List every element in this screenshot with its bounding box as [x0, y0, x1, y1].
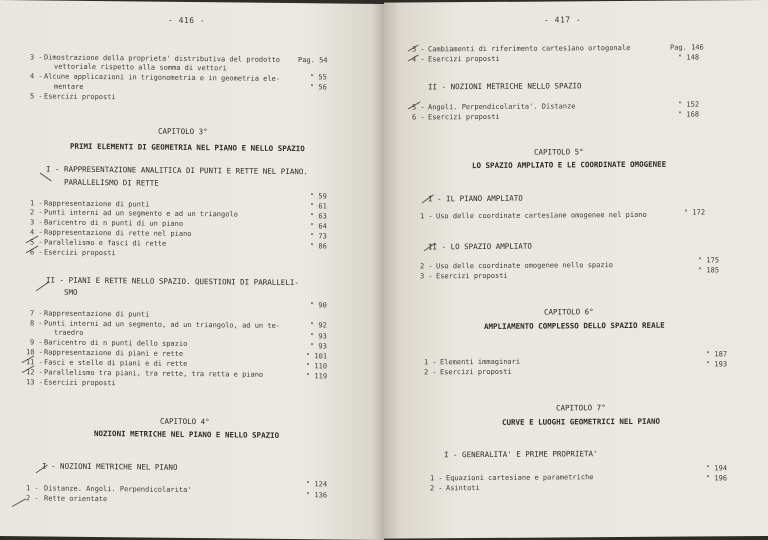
toc-entry-page: " 172	[684, 208, 706, 217]
toc-entry-index: 12 -	[26, 368, 43, 377]
section-heading: I - NOZIONI METRICHE NEL PIANO	[42, 461, 178, 472]
toc-entry-text: Punti interni ad un segmento, ad un triangolo, ad un te-	[44, 319, 281, 330]
toc-entry-text: Uso delle coordinate omogenee nello spazio	[436, 261, 614, 271]
toc-entry-text: Fasci e stelle di piani e di rette	[44, 358, 188, 368]
toc-entry-text: Rappresentazione di piani e rette	[44, 348, 184, 358]
toc-entry-index: 5 -	[412, 103, 425, 112]
toc-entry-index: 9 -	[30, 338, 43, 347]
toc-entry-text: mentare	[54, 82, 84, 91]
toc-entry-text: Esercizi proposti	[436, 271, 508, 281]
toc-entry-text: Esercizi proposti	[44, 378, 116, 388]
toc-entry-index: 2 -	[420, 262, 433, 271]
toc-entry-page: " 90	[310, 301, 327, 310]
toc-entry-page: " 93	[310, 342, 327, 351]
chapter-title: AMPLIAMENTO COMPLESSO DELLO SPAZIO REALE	[484, 320, 665, 331]
toc-entry-page: " 56	[310, 83, 327, 92]
section-heading: I - GENERALITA' E PRIME PROPRIETA'	[444, 449, 598, 460]
toc-entry-page: " 136	[306, 491, 328, 500]
toc-entry-page: " 86	[310, 242, 327, 251]
toc-entry-index: 2 -	[424, 368, 437, 377]
toc-entry-index: 7 -	[30, 309, 43, 318]
toc-entry-page: " 175	[698, 256, 720, 265]
toc-entry-text: Rette orientate	[44, 494, 108, 504]
toc-entry-text: Baricentro di n punti dello spazio	[44, 338, 188, 348]
toc-entry-text: Cambiamenti di riferimento cartesiano ortogonale	[428, 43, 631, 54]
section-heading: SMO	[64, 287, 78, 297]
page-number-left: - 416 -	[168, 15, 206, 26]
toc-entry-page: " 73	[310, 232, 327, 241]
toc-entry-page: " 193	[706, 360, 728, 369]
toc-entry-index: 13 -	[26, 378, 43, 387]
toc-entry-text: Equazioni cartesiane e parametriche	[446, 473, 594, 483]
toc-entry-index: 3 -	[420, 272, 433, 281]
chapter-title: PRIMI ELEMENTI DI GEOMETRIA NEL PIANO E NELLO SPAZIO	[70, 141, 305, 154]
toc-entry-page: " 194	[706, 464, 728, 473]
chapter-title: CURVE E LUOGHI GEOMETRICI NEL PIANO	[502, 416, 661, 427]
toc-entry-text: Esercizi proposti	[44, 92, 116, 102]
toc-entry-text: Asintoti	[446, 484, 480, 493]
toc-entry-text: Punti interni ad un segmento e ad un triangolo	[44, 208, 238, 219]
toc-entry-index: 8 -	[30, 319, 43, 328]
toc-entry-index: 3 -	[30, 53, 43, 62]
toc-entry-index: 3 -	[412, 45, 425, 54]
toc-entry-index: 4 -	[412, 55, 425, 64]
section-heading: II - NOZIONI METRICHE NELLO SPAZIO	[428, 81, 582, 92]
toc-entry-index: 1 -	[30, 199, 43, 208]
section-heading: II - PIANI E RETTE NELLO SPAZIO. QUESTIONI DI PARALLELI-	[46, 275, 299, 288]
toc-entry-page: " 196	[706, 474, 728, 483]
toc-entry-page: Pag. 54	[298, 56, 328, 65]
chapter-label: CAPITOLO 6°	[544, 307, 594, 317]
toc-entry-page: " 63	[310, 212, 327, 221]
toc-entry-text: Parallelismo tra piani, tra rette, tra retta e piano	[44, 368, 264, 379]
toc-entry-text: Rappresentazione di punti	[44, 309, 150, 319]
toc-entry-text: Dimostrazione della proprieta' distributiva del prodotto	[44, 53, 281, 64]
toc-entry-index: 1 -	[420, 212, 433, 221]
toc-entry-index: 10 -	[26, 348, 43, 357]
section-heading: II - LO SPAZIO AMPLIATO	[428, 241, 532, 252]
toc-entry-index: 2 -	[30, 208, 43, 217]
toc-entry-text: Esercizi proposti	[428, 54, 500, 64]
chapter-title: LO SPAZIO AMPLIATO E LE COORDINATE OMOGENEE	[472, 159, 667, 171]
toc-entry-index: 4 -	[30, 72, 43, 81]
toc-entry-page: " 124	[306, 480, 328, 489]
toc-entry-text: Esercizi proposti	[440, 367, 512, 377]
chapter-title: NOZIONI METRICHE NEL PIANO E NELLO SPAZIO	[94, 428, 280, 440]
toc-entry-index: 2 -	[430, 484, 443, 493]
toc-entry-index: 5 -	[30, 238, 43, 247]
toc-entry-page: " 101	[306, 352, 328, 361]
toc-entry-index: 4 -	[30, 228, 43, 237]
toc-entry-page: " 148	[678, 53, 700, 62]
toc-entry-index: 2 -	[26, 494, 39, 503]
chapter-label: CAPITOLO 3°	[158, 126, 208, 137]
toc-entry-page: " 187	[706, 350, 728, 359]
toc-entry-text: Alcune applicazioni in trigonometria e in geometria ele-	[44, 72, 281, 83]
toc-entry-page: " 168	[678, 110, 700, 119]
toc-entry-text: vettoriale rispetto alla somma di vettori	[54, 62, 227, 73]
chapter-label: CAPITOLO 7°	[556, 403, 606, 413]
toc-entry-page: Pag. 146	[670, 43, 704, 52]
toc-entry-text: Distanze. Angoli. Perpendicolarita'	[44, 484, 192, 495]
toc-entry-text: Angoli. Perpendicolarita'. Distanze	[428, 102, 576, 112]
toc-entry-page: " 152	[678, 100, 700, 109]
toc-entry-page: " 59	[310, 192, 327, 201]
toc-entry-index: 1 -	[430, 474, 443, 483]
toc-entry-index: 3 -	[30, 218, 43, 227]
toc-entry-page: " 119	[306, 372, 328, 381]
toc-entry-index: 6 -	[30, 248, 43, 257]
toc-entry-text: Uso delle coordinate cartesiane omogenee nel piano	[436, 210, 647, 221]
toc-entry-index: 11 -	[26, 358, 43, 367]
toc-entry-text: traedro	[54, 328, 84, 337]
chapter-label: CAPITOLO 5°	[534, 147, 584, 157]
section-heading: I - RAPPRESENTAZIONE ANALITICA DI PUNTI E RETTE NEL PIANO.	[46, 164, 308, 177]
toc-entry-page: " 110	[306, 362, 328, 371]
chapter-label: CAPITOLO 4°	[160, 416, 210, 427]
toc-entry-text: Parallelismo e fasci di rette	[44, 238, 167, 248]
toc-entry-page: " 92	[310, 321, 327, 330]
toc-entry-index: 6 -	[412, 113, 425, 122]
toc-entry-page: " 61	[310, 202, 327, 211]
toc-entry-text: Esercizi proposti	[428, 112, 500, 122]
toc-entry-page: " 185	[698, 266, 720, 275]
right-page	[384, 0, 768, 539]
pencil-mark	[12, 498, 26, 507]
toc-entry-index: 5 -	[30, 92, 43, 101]
toc-entry-text: Esercizi proposti	[44, 248, 116, 258]
page-number-right: - 417 -	[544, 15, 582, 25]
toc-entry-index: 1 -	[26, 484, 39, 493]
toc-entry-index: 1 -	[424, 358, 437, 367]
section-heading: PARALLELISMO DI RETTE	[64, 177, 159, 188]
toc-entry-text: Rappresentazione di punti	[44, 199, 150, 209]
toc-entry-text: Elementi immaginari	[440, 357, 521, 367]
toc-entry-text: Baricentro di n punti di un piano	[44, 218, 184, 228]
toc-entry-page: " 55	[310, 73, 327, 82]
toc-entry-text: Rappresentazione di rette nel piano	[44, 228, 192, 239]
toc-entry-page: " 93	[310, 332, 327, 341]
section-heading: I - IL PIANO AMPLIATO	[428, 193, 523, 204]
toc-entry-page: " 64	[310, 222, 327, 231]
